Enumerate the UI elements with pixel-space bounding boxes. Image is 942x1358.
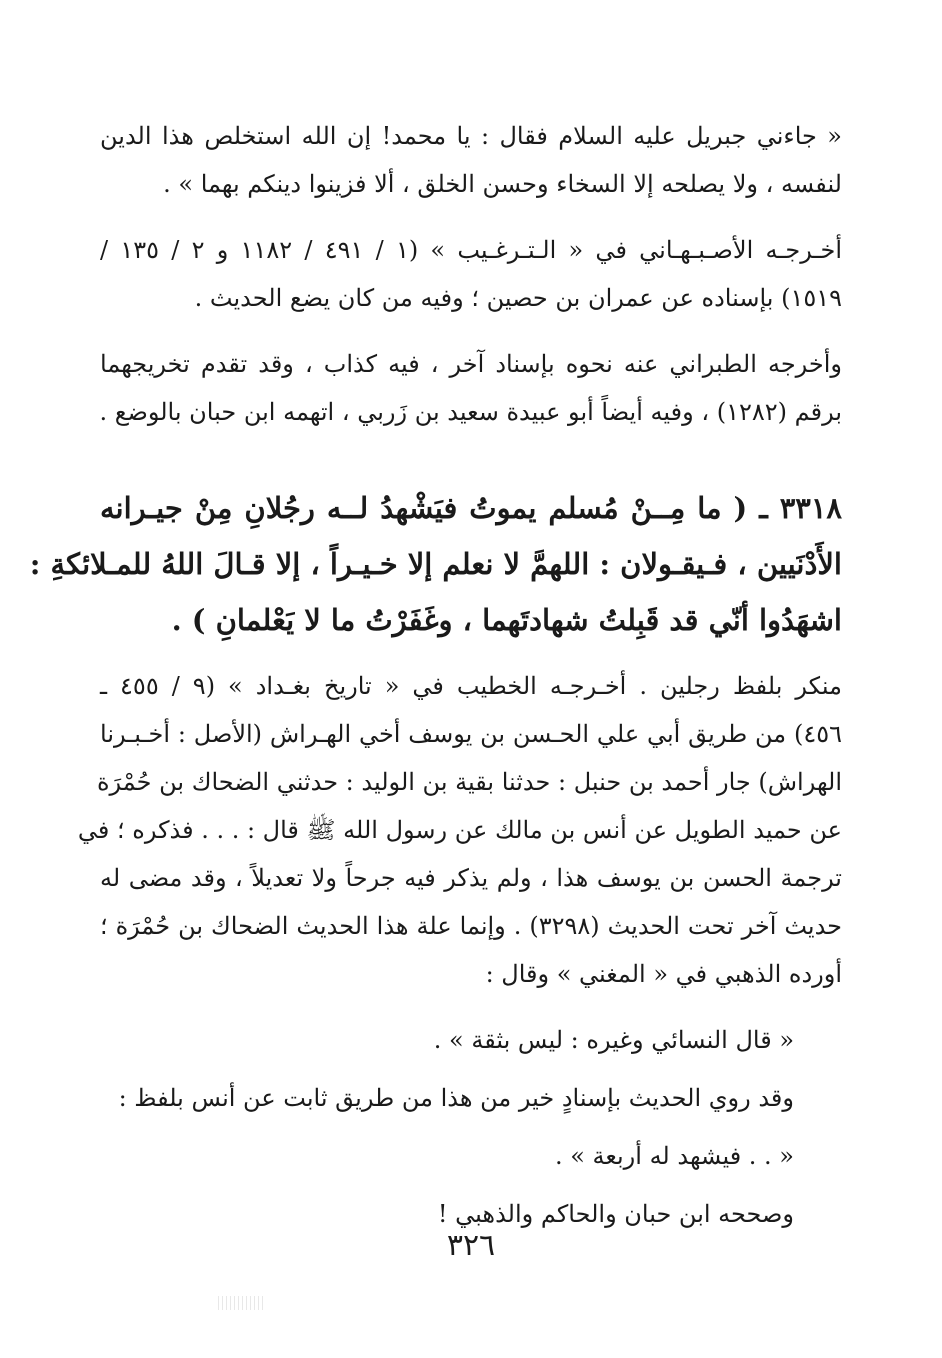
text-line: أخـرجـه الأصـبـهـاني في « الـتـرغـيب » (١ / ٤٩١ / ١١٨٢ و ٢ / ١٣٥ / <box>100 236 843 264</box>
hadith-line: الأَدْنَيين ، فـيقـولان : اللهمَّ لا نعلم إلا خـيـراً ، إلا قـالَ اللهُ للمـلائكةِ : <box>29 547 842 581</box>
quote-nasai: « قال النسائي وغيره : ليس بثقة » . <box>433 1026 794 1054</box>
text-line: منكر بلفظ رجلين . أخـرجـه الخطيب في « تاريخ بغـداد » (٩ / ٤٥٥ ـ <box>100 672 842 700</box>
paragraph-hadith-text <box>100 112 842 208</box>
text-line: وأخرجه الطبراني عنه نحوه بإسناد آخر ، فيه كذاب ، وقد تقدم تخريجهما <box>100 350 842 378</box>
page-number: ٣٢٦ <box>446 1228 496 1263</box>
hadith-3318 <box>29 480 842 648</box>
text-line: أورده الذهبي في « المغني » وقال : <box>485 960 842 988</box>
text-line: ١٥١٩) بإسناده عن عمران بن حصين ؛ وفيه من كان يضع الحديث . <box>194 284 842 312</box>
hadith-line: ٣٣١٨ ـ ( ما مِــنْ مُسلم يموتُ فيَشْهدُ لــه رجُلانِ مِنْ جيـرانه <box>100 491 842 525</box>
text-line: حديث آخر تحت الحديث (٣٢٩٨) . وإنما علة هذا الحديث الضحاك بن حُمْرَة ؛ <box>100 912 843 940</box>
text-line: لنفسه ، ولا يصلحه إلا السخاء وحسن الخلق ، ألا فزينوا دينكم بهما » . <box>163 170 842 198</box>
text-line: ٤٥٦) من طريق أبي علي الحـسن بن يوسف أخي الهـراش (الأصل : أخـبـرنا <box>100 720 842 748</box>
paragraph-tabarani <box>100 340 842 436</box>
text-line: ترجمة الحسن بن يوسف هذا ، ولم يذكر فيه جرحاً ولا تعديلاً ، وقد مضى له <box>100 864 842 892</box>
quote-arbaa: « . . فيشهد له أربعة » . <box>554 1142 794 1170</box>
scan-artifact <box>218 1296 266 1310</box>
quote-sahhaha: وصححه ابن حبان والحاكم والذهبي ! <box>437 1200 794 1228</box>
paragraph-takhrij <box>100 226 842 322</box>
paragraph-commentary <box>77 662 843 998</box>
text-line: « جاءني جبريل عليه السلام فقال : يا محمد! إن الله استخلص هذا الدين <box>100 122 842 150</box>
page-body <box>29 112 843 1248</box>
text-line: برقم (١٢٨٢) ، وفيه أيضاً أبو عبيدة سعيد بن زَربي ، اتهمه ابن حبان بالوضع . <box>99 398 842 426</box>
hadith-line: اشهَدُوا أنّي قد قَبِلتُ شهادتَهما ، وغَفَرْتُ ما لا يَعْلمانِ ) . <box>171 603 842 637</box>
text-line: عن حميد الطويل عن أنس بن مالك عن رسول الله ﷺ قال : . . . فذكره ؛ في <box>77 816 842 844</box>
quote-riwaya: وقد روي الحديث بإسنادٍ خير من هذا من طريق ثابت عن أنس بلفظ : <box>118 1084 794 1112</box>
text-line: الهراش) جار أحمد بن حنبل : حدثنا بقية بن الوليد : حدثني الضحاك بن حُمْرَة <box>96 768 842 796</box>
